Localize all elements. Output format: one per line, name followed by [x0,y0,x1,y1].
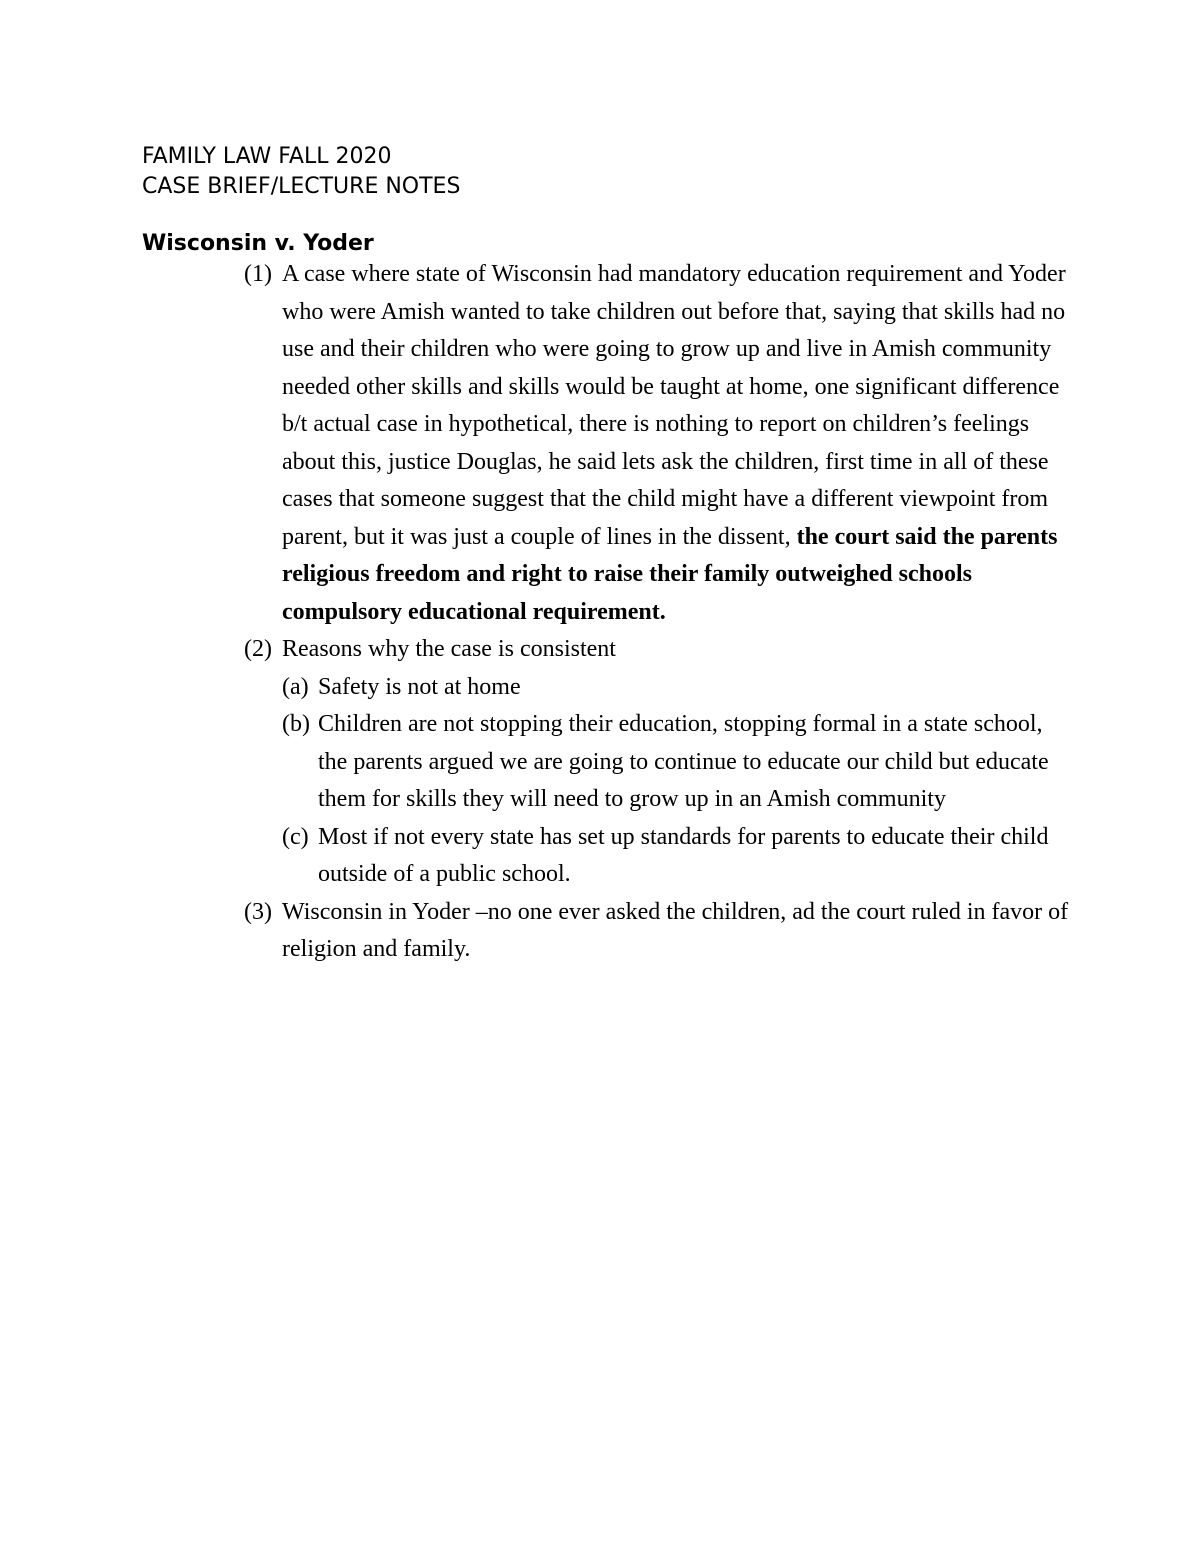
outline-subitem-b [282,706,1068,819]
outline-item-3 [244,894,1072,969]
case-title: Wisconsin v. Yoder [142,231,374,256]
outline-item-2 [244,631,1072,669]
item-text: A case where state of Wisconsin had mandatory education requirement and Yoder who were Amish wanted to take children out before that, saying that skills had no use and their children who were going to grow up and live in Amish community needed other skills and skills would be taught at home, one significant difference b/t actual case in hypothetical, there is nothing to report on children’s feelings about this, justice Douglas, he said lets ask the children, first time in all of these cases that someone suggest that the child might have a different viewpoint from parent, but it was just a couple of lines in the dissent, [282,261,1066,550]
subitem-text: Safety is not at home [318,673,521,700]
holding-text: the court said the parents religious freedom and right to raise their family outweighed schools compulsory educational requirement. [282,523,1058,625]
outline-item-1 [244,256,1072,631]
outline-subitem-c [282,819,1068,894]
document-subtitle: CASE BRIEF/LECTURE NOTES [142,174,461,199]
case-notes-outline [0,256,1200,969]
item-marker: (1) [244,261,272,287]
subitem-marker: (c) [282,823,309,850]
subitem-marker: (b) [282,711,310,737]
subitem-text: Children are not stopping their education, stopping formal in a state school, the parents argued we are going to continue to educate our child but educate them for skills they will need to grow up in an Amish community [318,711,1049,812]
outline-subitem-a [282,669,1068,707]
item-marker: (2) [244,636,272,662]
course-title: FAMILY LAW FALL 2020 [142,144,392,169]
subitem-text: Most if not every state has set up standards for parents to educate their child outside of a public school. [318,823,1049,887]
item-text: Wisconsin in Yoder –no one ever asked the children, ad the court ruled in favor of religion and family. [282,898,1069,962]
subitem-marker: (a) [282,673,309,700]
item-marker: (3) [244,898,272,925]
item-text: Reasons why the case is consistent [282,636,616,662]
